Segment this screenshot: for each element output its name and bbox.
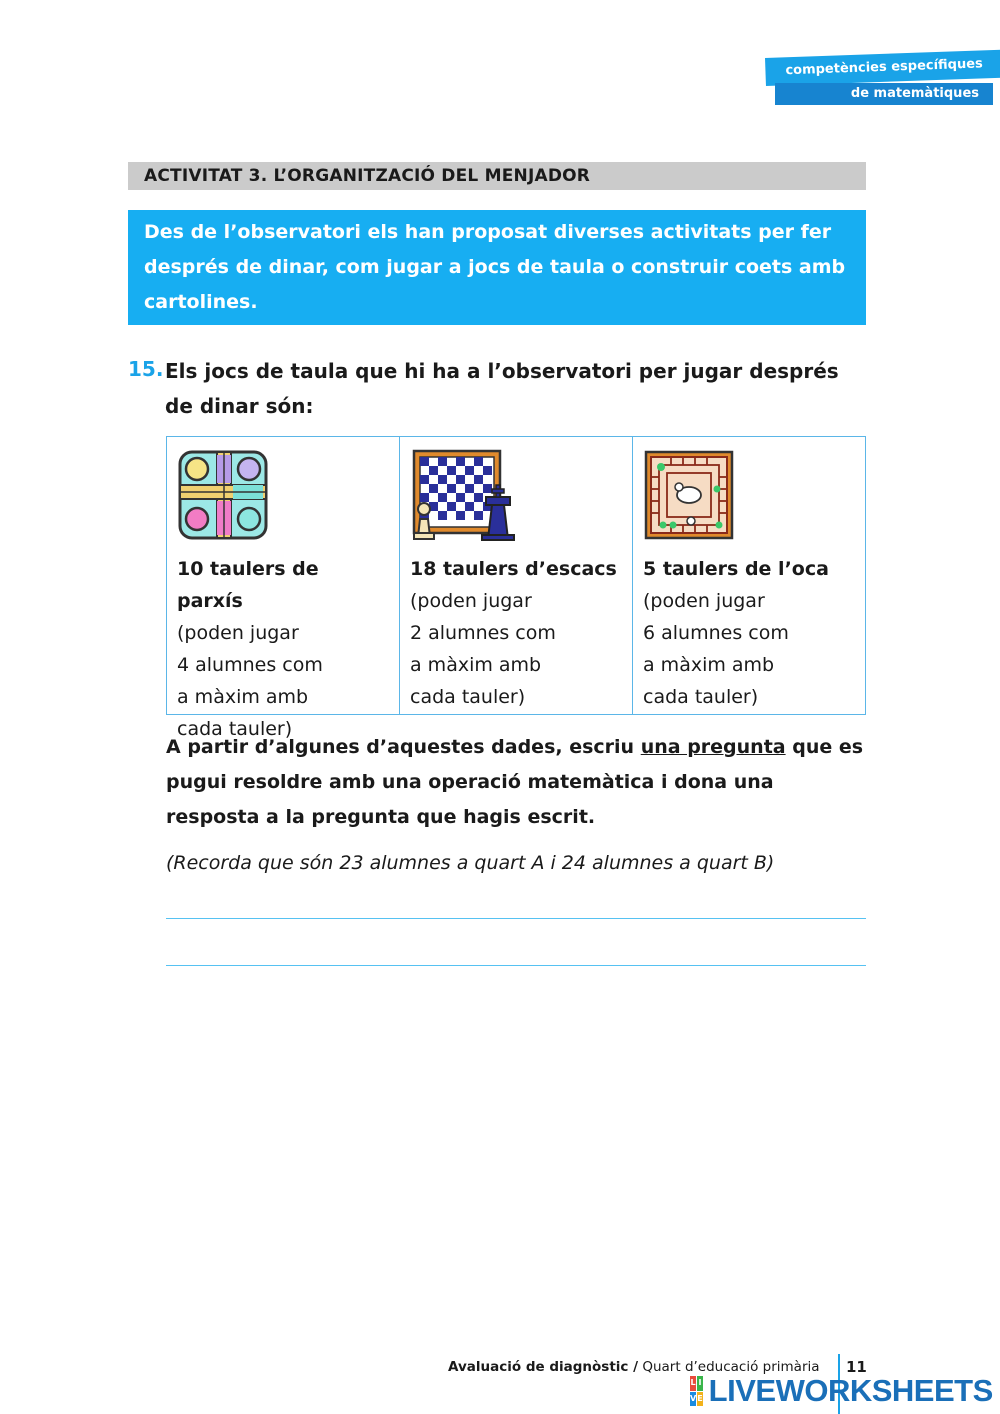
game-detail-line: 2 alumnes com <box>410 622 556 644</box>
logo-letter: L <box>690 1376 696 1391</box>
header-tag-line1: competències específiques <box>765 50 1000 86</box>
game-detail-line: a màxim amb <box>643 654 775 676</box>
logo-letter: E <box>697 1392 702 1407</box>
logo-letter: I <box>697 1376 702 1391</box>
reminder-note: (Recorda que són 23 alumnes a quart A i 24 alumnes a quart B) <box>166 852 775 874</box>
game-detail-line: a màxim amb <box>410 654 542 676</box>
game-cell-goose <box>633 437 865 714</box>
game-cell-parchis <box>167 437 400 740</box>
game-detail-line: 6 alumnes com <box>643 622 789 644</box>
game-title: 18 taulers d’escacs <box>410 558 617 580</box>
liveworksheets-logo <box>690 1373 993 1409</box>
question-number: 15. <box>128 357 164 381</box>
instructions <box>166 730 866 835</box>
intro-box: Des de l’observatori els han proposat diverses activitats per fer després de dinar, com jugar a jocs de taula o construir coets amb cartolines. <box>128 210 866 325</box>
game-title: 5 taulers de l’oca <box>643 558 829 580</box>
header-tag-line2: de matemàtiques <box>775 83 993 105</box>
game-cell-chess <box>400 437 633 714</box>
game-detail-line: cada tauler) <box>410 686 526 708</box>
game-detail-line: (poden jugar <box>177 622 299 644</box>
section-title: ACTIVITAT 3. L’ORGANITZACIÓ DEL MENJADOR <box>128 162 866 190</box>
question-text: Els jocs de taula que hi ha a l’observatori per jugar després de dinar són: <box>165 359 839 418</box>
answer-line[interactable] <box>166 918 866 919</box>
logo-text: LIVEWORKSHEETS <box>708 1373 993 1408</box>
answer-line[interactable] <box>166 965 866 966</box>
game-detail-line: cada tauler) <box>643 686 759 708</box>
game-detail-line: (poden jugar <box>410 590 532 612</box>
footer-rest: Quart d’educació primària <box>638 1359 820 1375</box>
chess-board-icon <box>410 449 520 541</box>
game-detail-line: 4 alumnes com <box>177 654 323 676</box>
game-detail-line: (poden jugar <box>643 590 765 612</box>
game-detail-line: a màxim amb <box>177 686 309 708</box>
game-detail-line: cada tauler) <box>177 718 293 740</box>
instructions-part2: que es pugui resoldre amb una operació matemàtica i dona una resposta a la pregunta que hagis escrit. <box>166 736 864 828</box>
goose-board-icon <box>643 449 735 541</box>
instructions-part1: A partir d’algunes d’aquestes dades, escriu <box>166 736 641 758</box>
game-title: 10 taulers de parxís <box>177 558 319 612</box>
logo-letter: V <box>690 1392 696 1407</box>
logo-squares-icon <box>690 1376 703 1406</box>
instructions-underlined: una pregunta <box>640 736 786 758</box>
parchis-board-icon <box>177 449 269 541</box>
games-table <box>166 436 866 740</box>
footer-bold: Avaluació de diagnòstic / <box>448 1359 639 1375</box>
page-number: 11 <box>846 1358 867 1376</box>
